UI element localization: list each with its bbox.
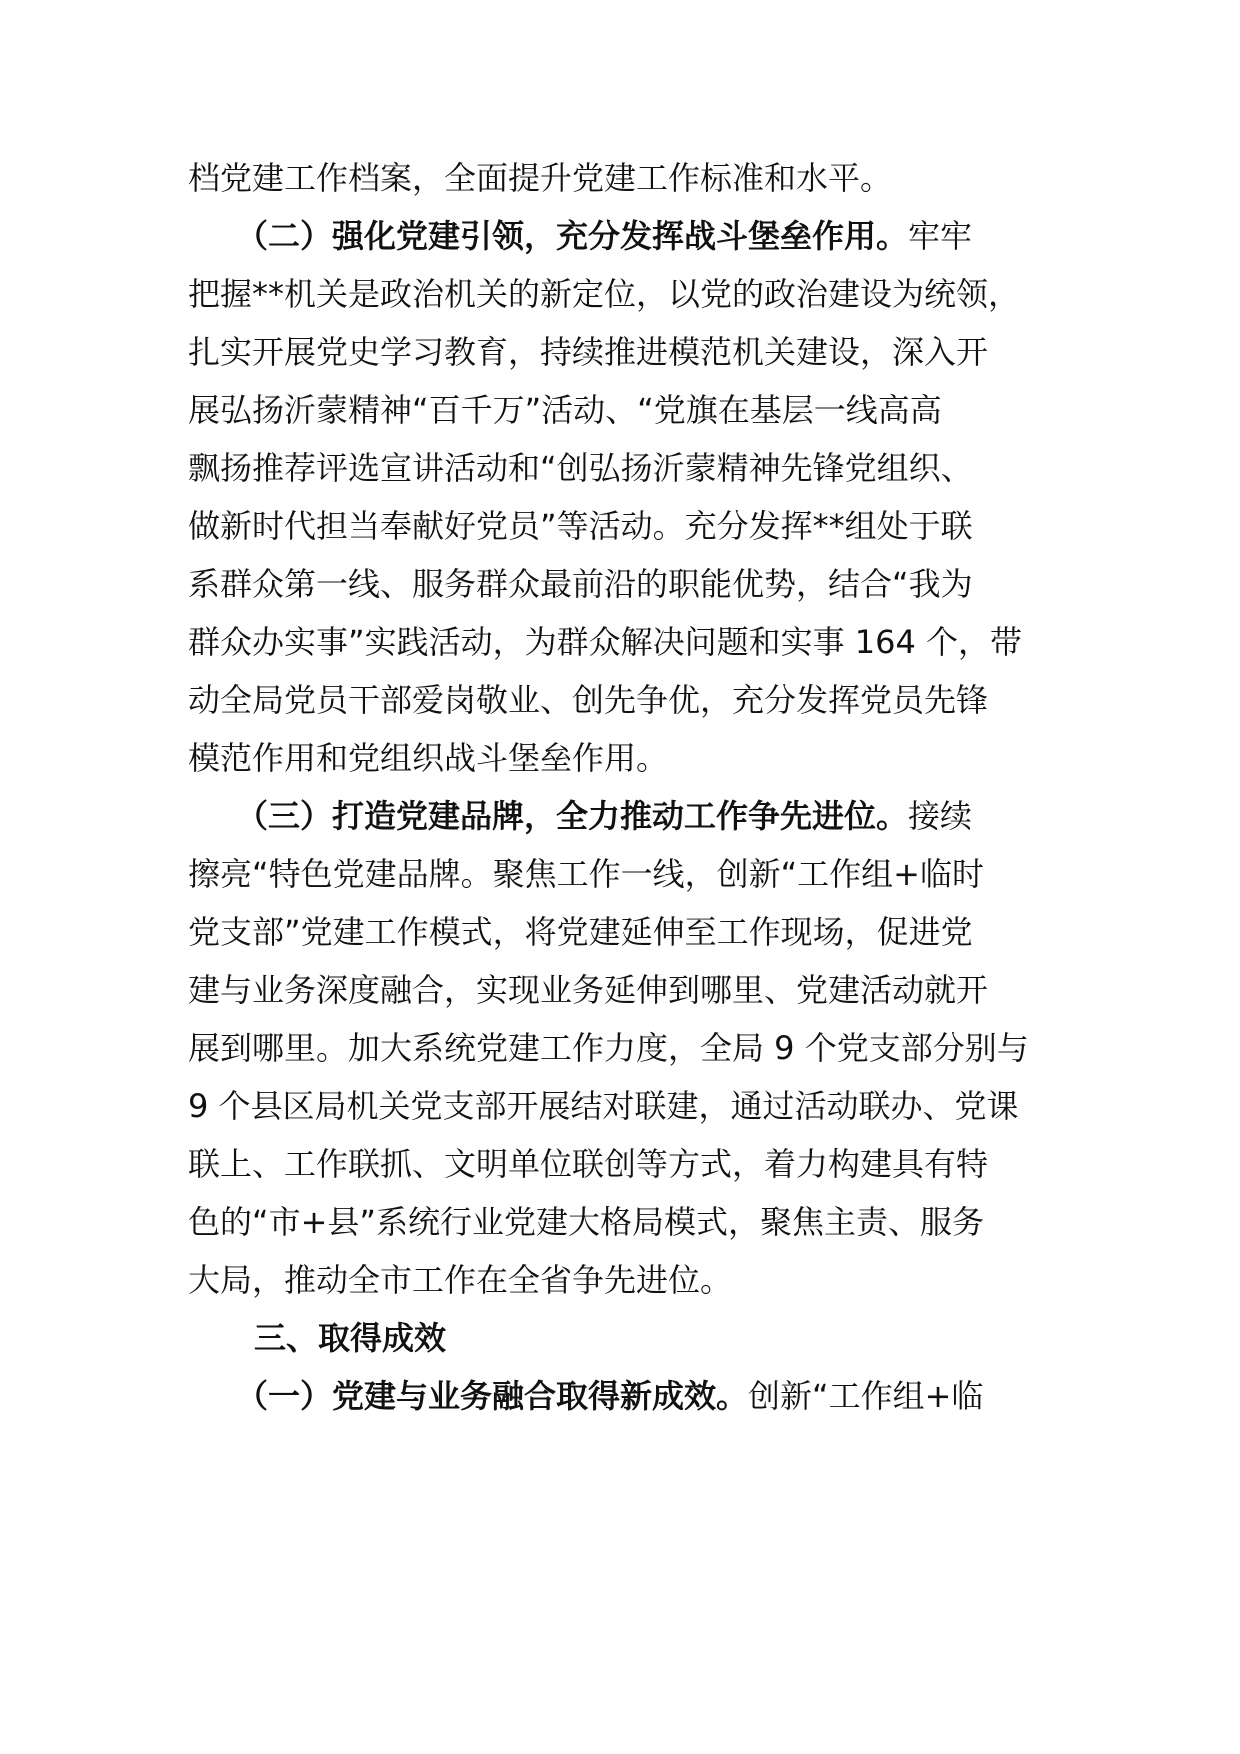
section-heading: （一）党建与业务融合取得新成效。 bbox=[236, 1377, 749, 1415]
section-heading: （二）强化党建引领，充分发挥战斗堡垒作用。 bbox=[236, 217, 909, 255]
text-line: 飘扬推荐评选宣讲活动和“创弘扬沂蒙精神先锋党组织、 bbox=[188, 449, 973, 487]
text-line: 展弘扬沂蒙精神“百千万”活动、“党旗在基层一线高高 bbox=[188, 391, 942, 429]
text-line: 扎实开展党史学习教育，持续推进模范机关建设，深入开 bbox=[188, 333, 989, 371]
section-heading-line bbox=[236, 214, 972, 258]
chapter-heading-line bbox=[254, 1316, 446, 1360]
text-line: 大局，推动全市工作在全省争先进位。 bbox=[188, 1261, 733, 1299]
section-heading: （三）打造党建品牌，全力推动工作争先进位。 bbox=[236, 797, 909, 835]
text-line: 把握**机关是政治机关的新定位，以党的政治建设为统领， bbox=[188, 275, 1021, 313]
section-heading-line bbox=[236, 1374, 983, 1418]
text-line: 色的“市+县”系统行业党建大格局模式，聚焦主责、服务 bbox=[188, 1203, 984, 1241]
text-line: 动全局党员干部爱岗敬业、创先争优，充分发挥党员先锋 bbox=[188, 681, 989, 719]
text-line: 模范作用和党组织战斗堡垒作用。 bbox=[188, 739, 669, 777]
text-line: 系群众第一线、服务群众最前沿的职能优势，结合“我为 bbox=[188, 565, 973, 603]
text-line: 做新时代担当奉献好党员”等活动。充分发挥**组处于联 bbox=[188, 507, 973, 545]
text-line: 档党建工作档案，全面提升党建工作标准和水平。 bbox=[188, 159, 893, 197]
text-fragment: 接续 bbox=[908, 797, 973, 835]
section-heading-line bbox=[236, 794, 972, 838]
text-line: 擦亮“特色党建品牌。聚焦工作一线，创新“工作组+临时 bbox=[188, 855, 984, 893]
text-line: 党支部”党建工作模式，将党建延伸至工作现场，促进党 bbox=[188, 913, 973, 951]
text-fragment: 创新“工作组+临 bbox=[748, 1377, 984, 1415]
text-line: 9 个县区局机关党支部开展结对联建，通过活动联办、党课 bbox=[188, 1087, 1019, 1125]
text-line: 群众办实事”实践活动，为群众解决问题和实事 164 个，带 bbox=[188, 623, 1023, 661]
text-line: 联上、工作联抓、文明单位联创等方式，着力构建具有特 bbox=[188, 1145, 989, 1183]
chapter-heading: 三、取得成效 bbox=[254, 1319, 447, 1357]
text-fragment: 牢牢 bbox=[908, 217, 973, 255]
text-line: 建与业务深度融合，实现业务延伸到哪里、党建活动就开 bbox=[188, 971, 989, 1009]
text-line: 展到哪里。加大系统党建工作力度，全局 9 个党支部分别与 bbox=[188, 1029, 1029, 1067]
